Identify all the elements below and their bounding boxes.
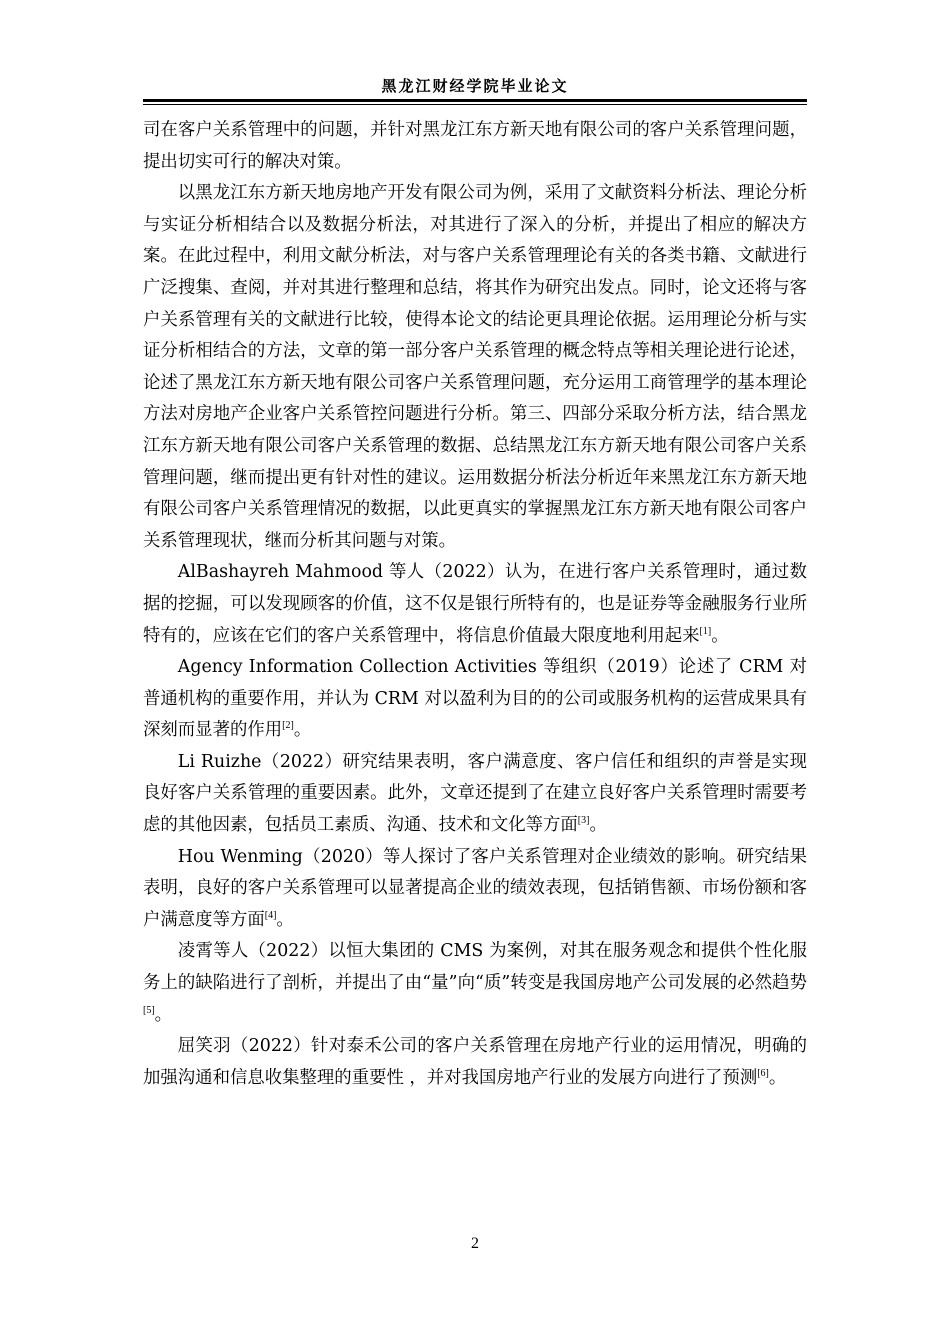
body-text xyxy=(143,115,807,1094)
header-rule-thick xyxy=(143,99,807,102)
page-number: 2 xyxy=(471,1235,479,1252)
paragraph xyxy=(143,115,807,178)
paragraph xyxy=(143,557,807,652)
paragraph-tail: 。 xyxy=(154,1004,173,1025)
paragraph xyxy=(143,1031,807,1094)
paragraph-text: 屈笑羽（2022）针对泰禾公司的客户关系管理在房地产行业的运用情况，明确的加强沟通和信息收集整理的重要性 ，并对我国房地产行业的发展方向进行了预测 xyxy=(143,1036,807,1088)
paragraph-text: AlBashayreh Mahmood 等人（2022）认为，在进行客户关系管理时，通过数据的挖掘，可以发现顾客的价值，这不仅是银行所特有的，也是证券等金融服务行业所特有的，应该在它们的客户关系管理中，将信息价值最大限度地利用起来 xyxy=(143,562,807,646)
paragraph-tail: 。 xyxy=(276,909,294,930)
citation-marker: [6] xyxy=(757,1068,769,1080)
header-title: 黑龙江财经学院毕业论文 xyxy=(381,77,569,95)
citation-marker: [4] xyxy=(264,910,277,922)
citation-marker: [2] xyxy=(282,720,294,732)
paragraph xyxy=(143,178,807,557)
paragraph xyxy=(143,652,807,747)
paragraph xyxy=(143,842,807,937)
paragraph-tail: 。 xyxy=(768,1067,787,1088)
paragraph-text: Li Ruizhe（2022）研究结果表明，客户满意度、客户信任和组织的声誉是实现良好客户关系管理的重要因素。此外，文章还提到了在建立良好客户关系管理时需要考虑的其他因素，包括员工素质、沟通、技术和文化等方面 xyxy=(143,751,807,836)
paragraph-text: Hou Wenming（2020）等人探讨了客户关系管理对企业绩效的影响。研究结果表明，良好的客户关系管理可以显著提高企业的绩效表现，包括销售额、市场份额和客户满意度等方面 xyxy=(143,846,807,930)
paragraph-tail: 。 xyxy=(711,625,729,646)
header-rule-thin xyxy=(143,104,807,105)
citation-marker: [1] xyxy=(699,625,712,637)
paragraph xyxy=(143,747,807,842)
citation-marker: [5] xyxy=(143,1004,155,1016)
paragraph-text: 司在客户关系管理中的问题，并针对黑龙江东方新天地有限公司的客户关系管理问题，提出切实可行的解决对策。 xyxy=(143,120,807,172)
paragraph-text: 以黑龙江东方新天地房地产开发有限公司为例，采用了文献资料分析法、理论分析与实证分析相结合以及数据分析法，对其进行了深入的分析，并提出了相应的解决方案。在此过程中，利用文献分析法，对与客户关系管理理论有关的各类书籍、文献进行广泛搜集、查阅，并对其进行整理和总结，将其作为研究出发点。同时，论文还将与客户关系管理有关的文献进行比较，使得本论文的结论更具理论依据。运用理论分析与实证分析相结合的方法，文章的第一部分客户关系管理的概念特点等相关理论进行论述，论述了黑龙江东方新天地有限公司客户关系管理问题，充分运用工商管理学的基本理论方法对房地产企业客户关系管控问题进行分析。第三、四部分采取分析方法，结合黑龙江东方新天地有限公司客户关系管理的数据、总结黑龙江东方新天地有限公司客户关系管理问题，继而提出更有针对性的建议。运用数据分析法分析近年来黑龙江东方新天地有限公司客户关系管理情况的数据，以此更真实的掌握黑龙江东方新天地有限公司客户关系管理现状，继而分析其问题与对策。 xyxy=(143,183,807,551)
paragraph-tail: 。 xyxy=(293,720,312,741)
paragraph-tail: 。 xyxy=(589,815,607,836)
citation-marker: [3] xyxy=(577,815,590,827)
page-header xyxy=(143,76,807,104)
paragraph-text: Agency Information Collection Activities 等组织（2019）论述了 CRM 对普通机构的重要作用，并认为 CRM 对以盈利为目的的公司或服务机构的运营成果具有深刻而显著的作用 xyxy=(143,657,807,741)
paragraph xyxy=(143,936,807,1031)
paragraph-text: 凌霄等人（2022）以恒大集团的 CMS 为案例，对其在服务观念和提供个性化服务上的缺陷进行了剖析，并提出了由“量”向“质”转变是我国房地产公司发展的必然趋势 xyxy=(143,941,807,994)
